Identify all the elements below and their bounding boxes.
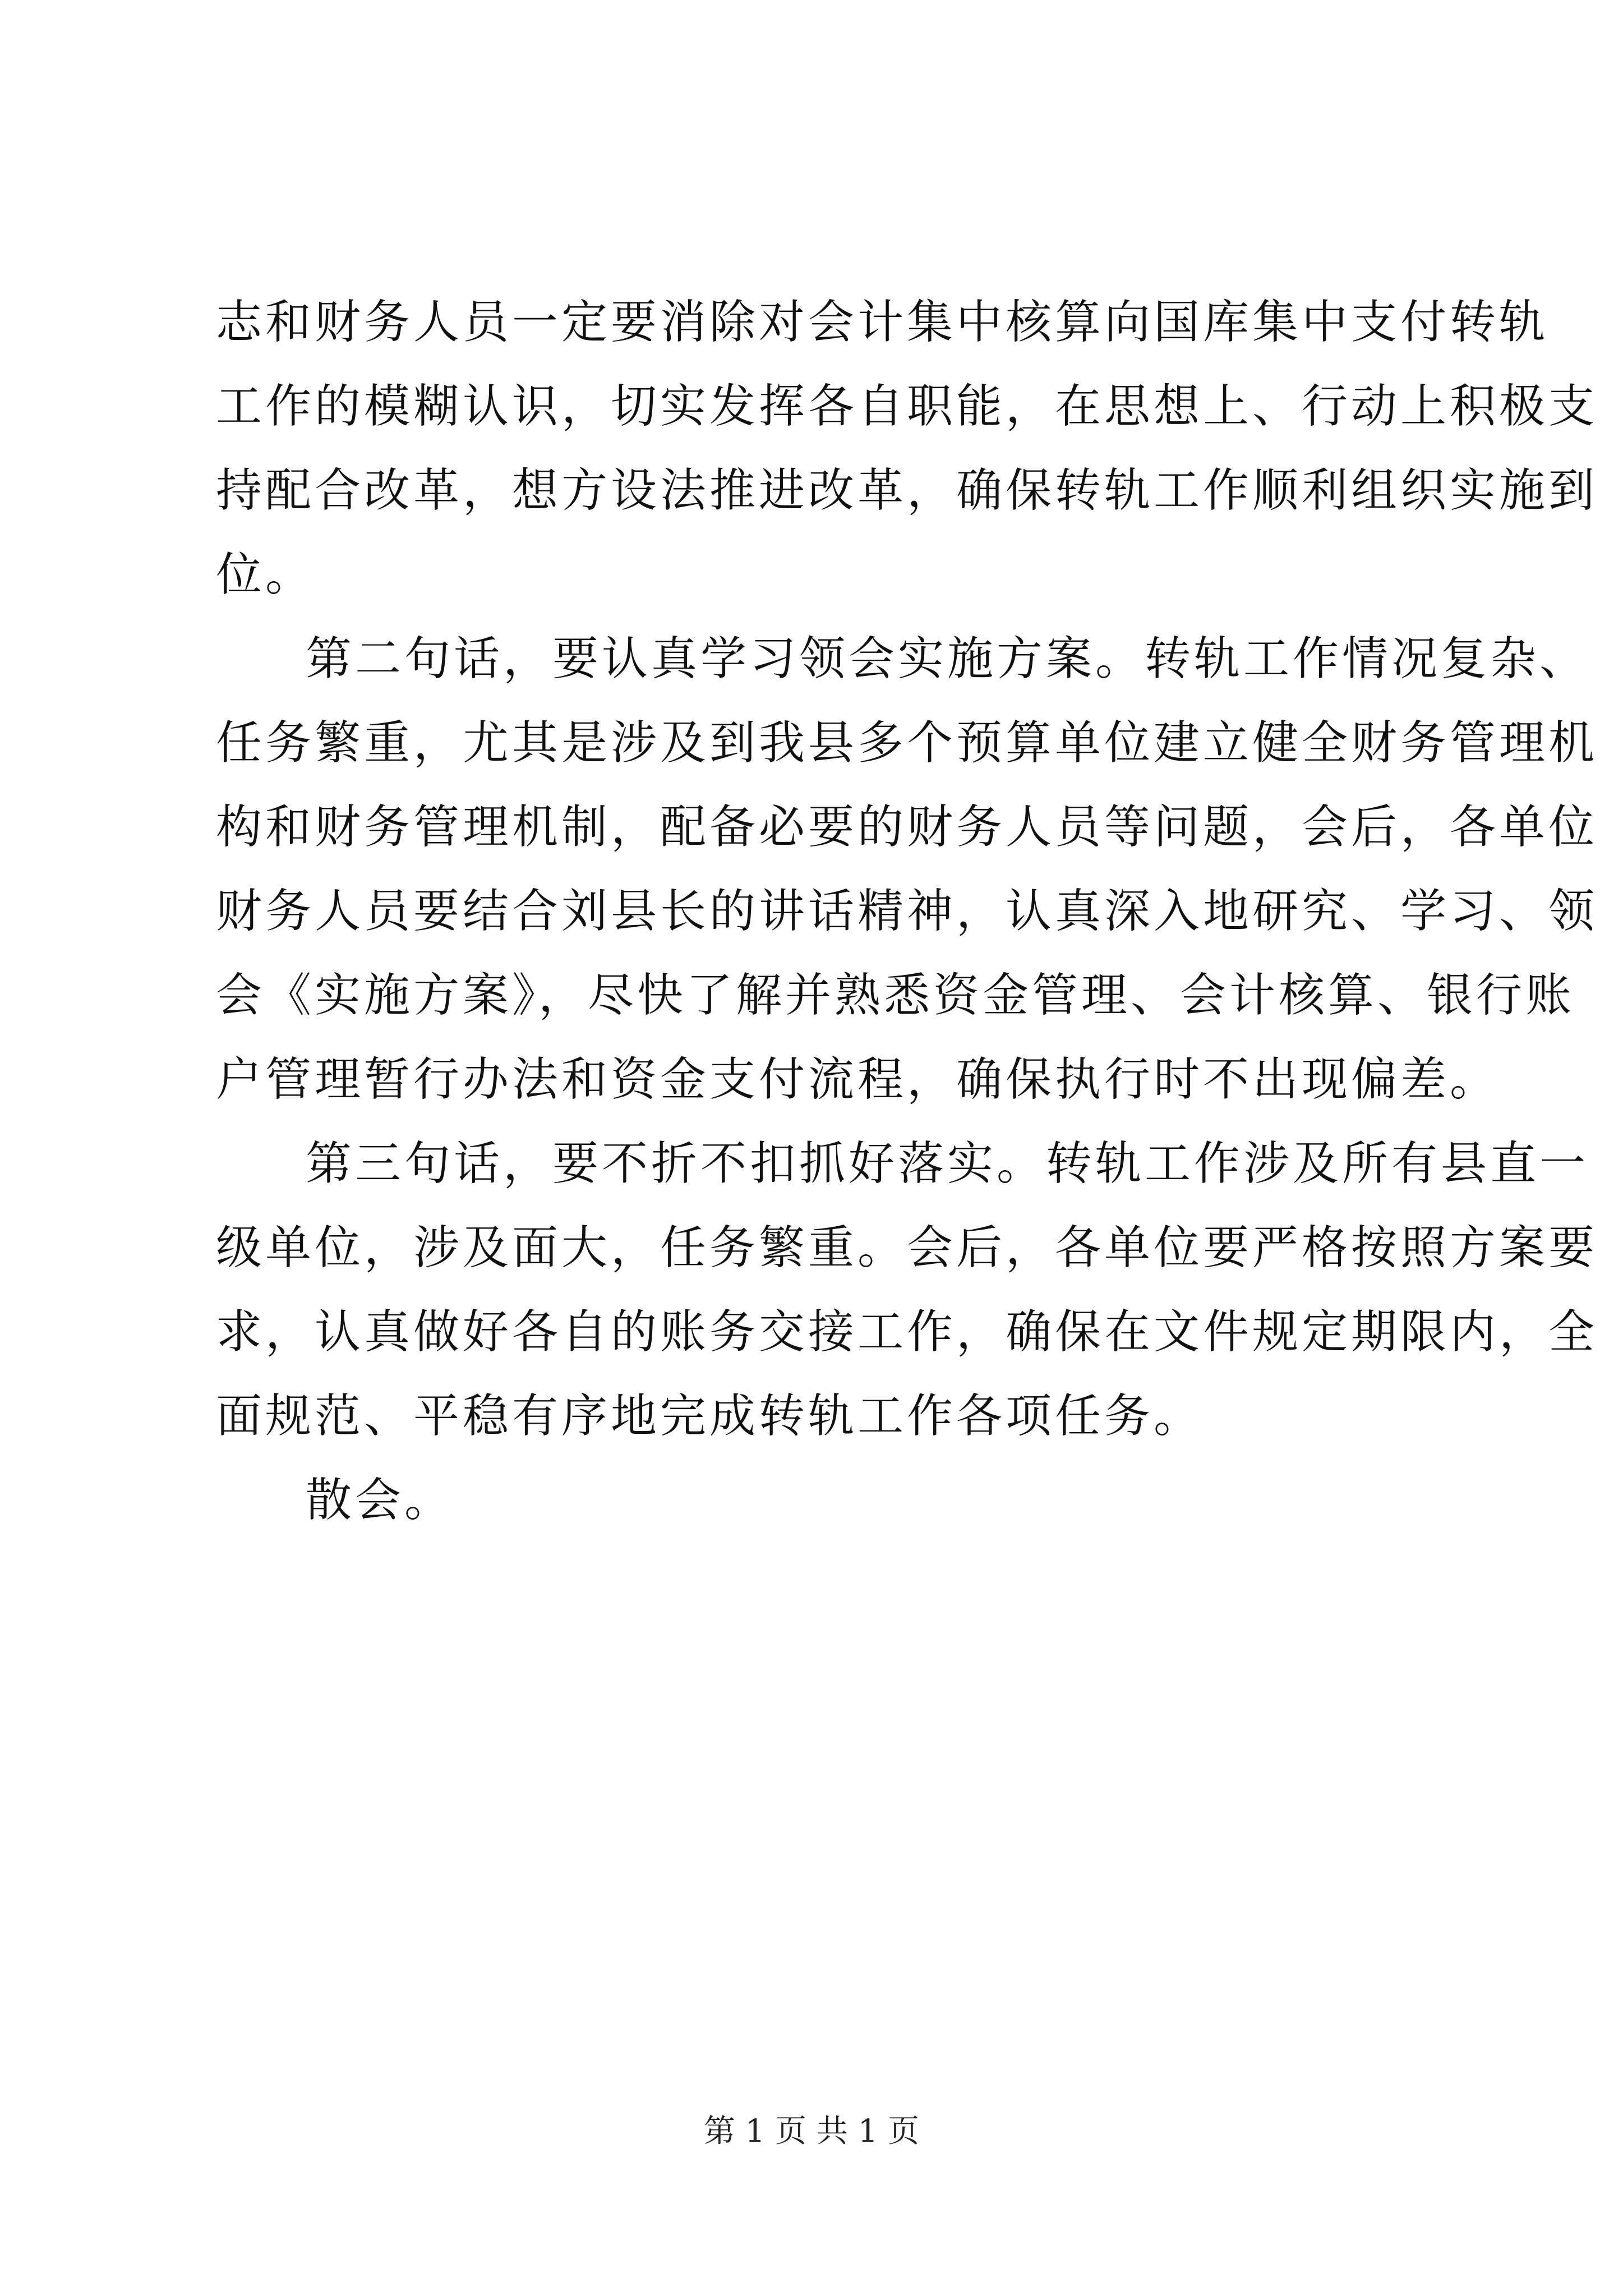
text-line: 会《实施方案》，尽快了解并熟悉资金管理、会计核算、银行账 [216,969,1575,1022]
paragraph-1 [216,280,1598,617]
page-footer: 第 1 页 共 1 页 [703,2113,920,2150]
text-line: 任务繁重，尤其是涉及到我县多个预算单位建立健全财务管理机 [216,716,1598,770]
document-body [216,280,1598,1543]
text-line: 工作的模糊认识，切实发挥各自职能，在思想上、行动上积极支 [216,380,1598,433]
text-line: 持配合改革，想方设法推进改革，确保转轨工作顺利组织实施到 [216,464,1598,517]
text-line: 第二句话，要认真学习领会实施方案。转轨工作情况复杂、 [306,632,1589,685]
text-line: 财务人员要结合刘县长的讲话精神，认真深入地研究、学习、领 [216,885,1598,938]
text-line: 构和财务管理机制，配备必要的财务人员等问题，会后，各单位 [216,800,1598,854]
text-line: 第三句话，要不折不扣抓好落实。转轨工作涉及所有县直一 [306,1137,1589,1190]
paragraph-3 [216,1122,1598,1458]
paragraph-4 [216,1458,1422,1543]
text-line: 面规范、平稳有序地完成转轨工作各项任务。 [216,1389,1204,1443]
text-line: 散会。 [306,1474,454,1527]
paragraph-2 [216,617,1598,1122]
text-line: 级单位，涉及面大，任务繁重。会后，各单位要严格按照方案要 [216,1221,1598,1274]
text-line: 户管理暂行办法和资金支付流程，确保执行时不出现偏差。 [216,1053,1500,1106]
text-line: 志和财务人员一定要消除对会计集中核算向国库集中支付转轨 [216,296,1549,349]
text-line: 求，认真做好各自的账务交接工作，确保在文件规定期限内，全 [216,1305,1598,1359]
text-line: 位。 [216,548,315,601]
